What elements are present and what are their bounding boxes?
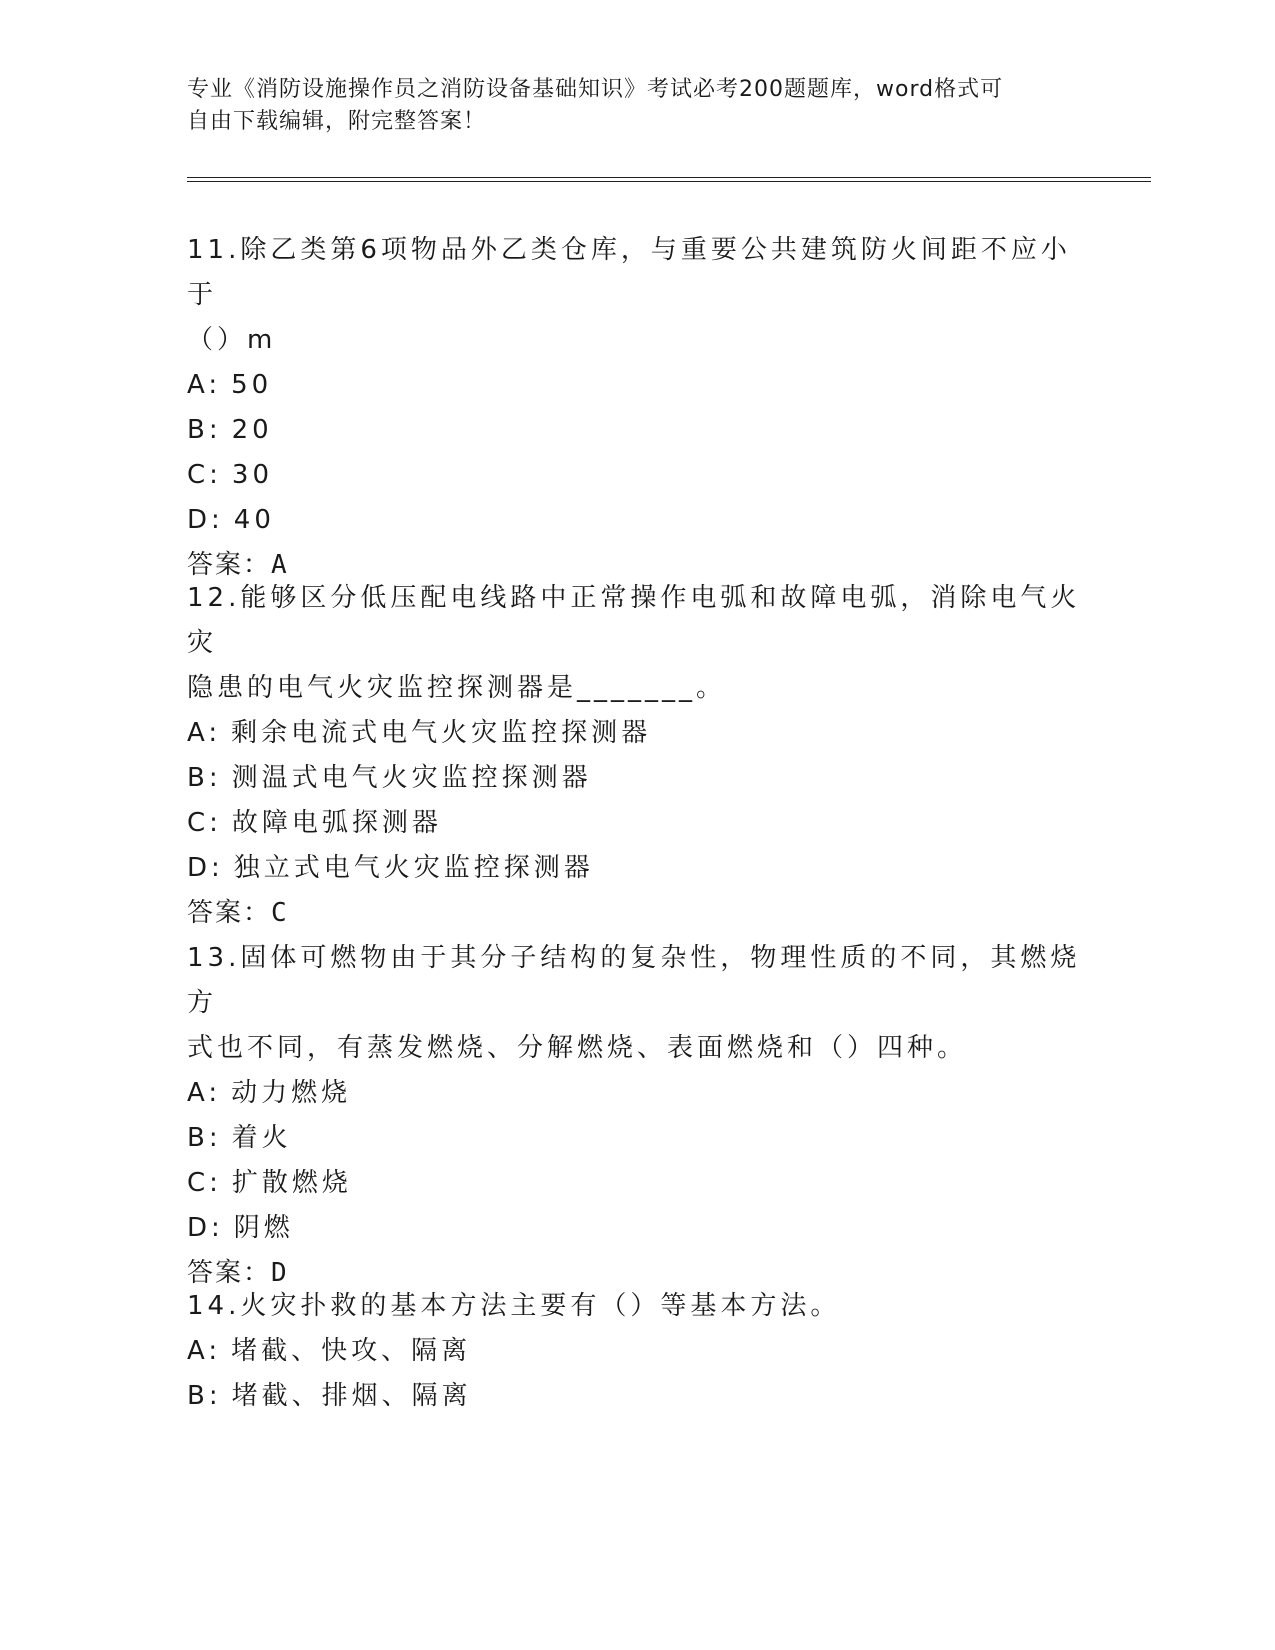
question-stem-line: 14.火灾扑救的基本方法主要有（）等基本方法。 — [187, 1291, 841, 1321]
option-key: B: — [187, 763, 222, 793]
header-line-1: 专业《消防设施操作员之消防设备基础知识》考试必考200题题库，word格式可 — [187, 77, 1004, 102]
option-key: C: — [187, 1168, 222, 1198]
answer-label: 答案： — [187, 898, 272, 928]
option-d — [187, 846, 1087, 891]
option-text: 独立式电气火灾监控探测器 — [233, 853, 594, 883]
question-12 — [187, 576, 1087, 936]
answer-value: D — [271, 1258, 289, 1288]
option-text: 动力燃烧 — [231, 1078, 352, 1108]
option-key: A: — [187, 1336, 222, 1366]
question-stem-line: 12.能够区分低压配电线路中正常操作电弧和故障电弧，消除电气火灾 — [187, 583, 1081, 658]
option-key: D: — [187, 853, 224, 883]
option-d — [187, 498, 1087, 543]
answer-value: C — [271, 898, 289, 928]
option-key: A: — [187, 370, 222, 400]
question-stem-line: 11.除乙类第6项物品外乙类仓库，与重要公共建筑防火间距不应小于 — [187, 235, 1071, 310]
option-key: C: — [187, 808, 222, 838]
option-text: 扩散燃烧 — [231, 1168, 352, 1198]
option-key: B: — [187, 1381, 222, 1411]
question-stem-line: 式也不同，有蒸发燃烧、分解燃烧、表面燃烧和（）四种。 — [187, 1033, 968, 1063]
answer-line — [187, 891, 1087, 936]
option-key: A: — [187, 1078, 222, 1108]
option-key: B: — [187, 1123, 222, 1153]
question-stem-line: （）m — [187, 325, 277, 355]
question-stem-line: 13.固体可燃物由于其分子结构的复杂性，物理性质的不同，其燃烧方 — [187, 943, 1081, 1018]
option-text: 剩余电流式电气火灾监控探测器 — [231, 718, 652, 748]
option-text: 30 — [231, 460, 274, 490]
option-text: 堵截、排烟、隔离 — [231, 1381, 472, 1411]
option-a — [187, 711, 1087, 756]
question-stem-line: 隐患的电气火灾监控探测器是_______。 — [187, 673, 727, 703]
question-14 — [187, 1284, 1087, 1419]
question-11 — [187, 228, 1087, 588]
option-b — [187, 408, 1087, 453]
header-divider-bottom — [187, 181, 1151, 182]
option-text: 20 — [231, 415, 273, 445]
option-c — [187, 1161, 1087, 1206]
document-header — [187, 74, 1067, 138]
option-text: 着火 — [231, 1123, 292, 1153]
option-c — [187, 453, 1087, 498]
answer-value: A — [271, 550, 289, 580]
option-text: 40 — [233, 505, 275, 535]
option-key: D: — [187, 505, 224, 535]
option-b — [187, 1374, 1087, 1419]
option-a — [187, 1329, 1087, 1374]
option-c — [187, 801, 1087, 846]
option-key: A: — [187, 718, 222, 748]
option-text: 堵截、快攻、隔离 — [231, 1336, 472, 1366]
option-text: 测温式电气火灾监控探测器 — [231, 763, 592, 793]
option-b — [187, 1116, 1087, 1161]
option-key: D: — [187, 1213, 224, 1243]
option-key: C: — [187, 460, 222, 490]
option-text: 50 — [231, 370, 273, 400]
option-text: 故障电弧探测器 — [231, 808, 442, 838]
option-key: B: — [187, 415, 222, 445]
option-text: 阴燃 — [233, 1213, 294, 1243]
option-a — [187, 363, 1087, 408]
header-line-2: 自由下载编辑，附完整答案！ — [187, 109, 487, 134]
header-divider-top — [187, 177, 1151, 178]
question-13 — [187, 936, 1087, 1296]
option-b — [187, 756, 1087, 801]
answer-label: 答案： — [187, 1258, 272, 1288]
option-a — [187, 1071, 1087, 1116]
option-d — [187, 1206, 1087, 1251]
answer-label: 答案： — [187, 550, 272, 580]
